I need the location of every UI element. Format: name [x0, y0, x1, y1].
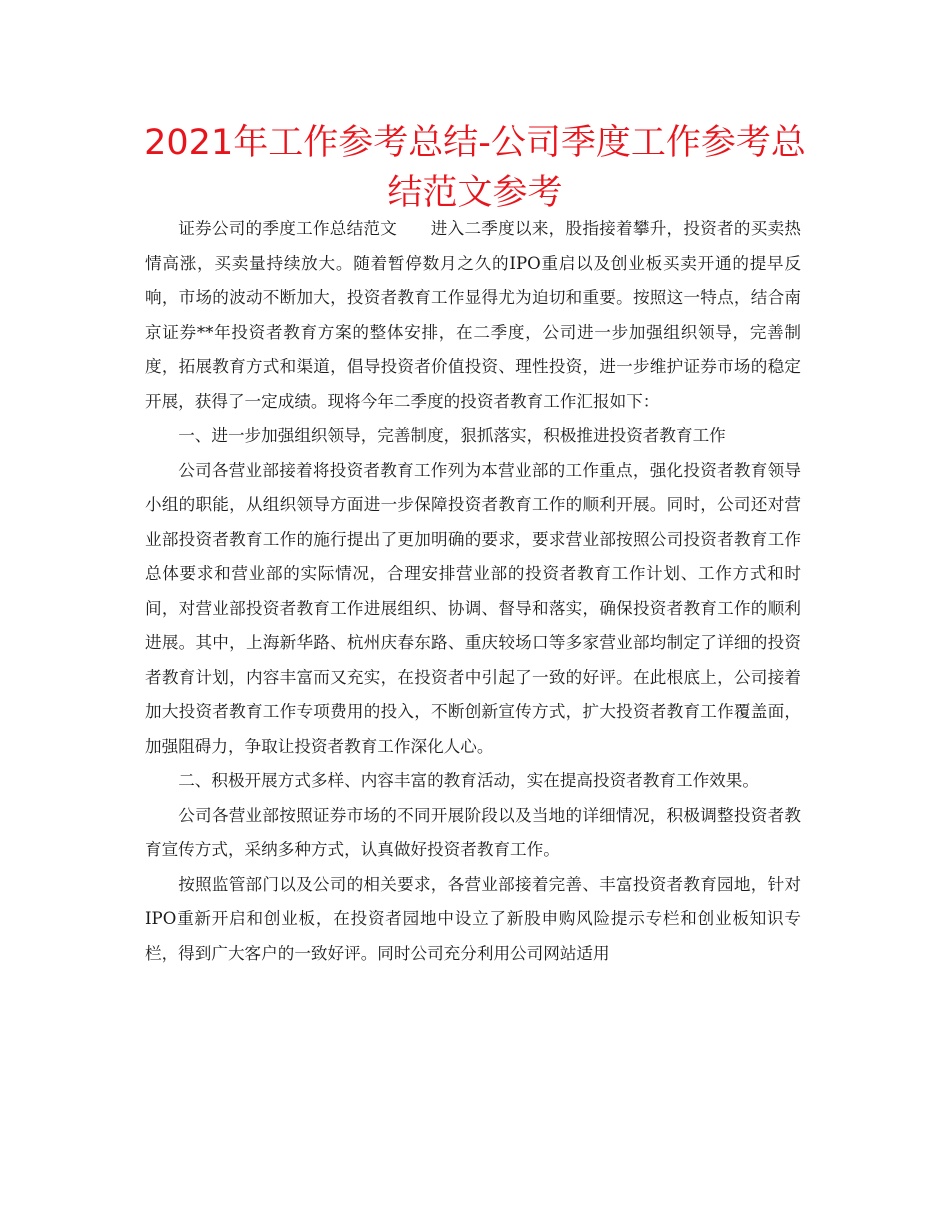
- document-title: 2021年工作参考总结-公司季度工作参考总结范文参考: [144, 123, 806, 213]
- paragraph-heading-2: 二、积极开展方式多样、内容丰富的教育活动，实在提高投资者教育工作效果。: [178, 771, 759, 790]
- paragraph-heading-1: 一、进一步加强组织领导，完善制度，狠抓落实，积极推进投资者教育工作: [178, 426, 726, 445]
- paragraph-intro: 证券公司的季度工作总结范文 进入二季度以来，股指接着攀升，投资者的买卖热情高涨，买卖量持续放大。随着暂停数月之久的IPO重启以及创业板买卖开通的提早反响，市场的波动不断加大，投资者教育工作显得尤为迫切和重要。按照这一特点，结合南京证券**年投资者教育方案的整体安排，在二季度，公司进一步加强组织领导，完善制度，拓展教育方式和渠道，倡导投资者价值投资、理性投资，进一步维护证券市场的稳定开展，获得了一定成绩。现将今年二季度的投资者教育工作汇报如下：: [145, 219, 801, 411]
- paragraph-section-2a: 公司各营业部按照证券市场的不同开展阶段以及当地的详细情况，积极调整投资者教育宣传方式，采纳多种方式，认真做好投资者教育工作。: [145, 805, 801, 859]
- paragraph-section-2b: 按照监管部门以及公司的相关要求，各营业部接着完善、丰富投资者教育园地，针对IPO重新开启和创业板，在投资者园地中设立了新股申购风险提示专栏和创业板知识专栏，得到广大客户的一致好评。同时公司充分利用公司网站适用: [145, 874, 801, 963]
- paragraph-section-1: 公司各营业部接着将投资者教育工作列为本营业部的工作重点，强化投资者教育领导小组的职能，从组织领导方面进一步保障投资者教育工作的顺利开展。同时，公司还对营业部投资者教育工作的施行提出了更加明确的要求，要求营业部按照公司投资者教育工作总体要求和营业部的实际情况，合理安排营业部的投资者教育工作计划、工作方式和时间，对营业部投资者教育工作进展组织、协调、督导和落实，确保投资者教育工作的顺利进展。其中，上海新华路、杭州庆春东路、重庆较场口等多家营业部均制定了详细的投资者教育计划，内容丰富而又充实，在投资者中引起了一致的好评。在此根底上，公司接着加大投资者教育工作专项费用的投入，不断创新宣传方式，扩大投资者教育工作覆盖面，加强阻碍力，争取让投资者教育工作深化人心。: [145, 460, 801, 756]
- document-body: [145, 212, 801, 971]
